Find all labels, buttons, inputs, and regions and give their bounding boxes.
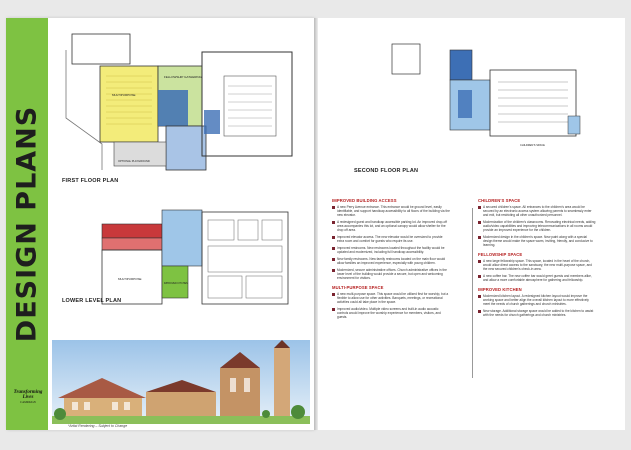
bullet-icon bbox=[332, 293, 335, 296]
bullet-icon bbox=[332, 247, 335, 250]
list-item: A new Perry Avenue entrance. This entrance would be ground level, easily identifiable, and support handicap accessibility to all floors of the building via the new elevator. bbox=[332, 205, 450, 217]
first-floor-plan-label: FIRST FLOOR PLAN bbox=[62, 178, 119, 184]
right-page bbox=[318, 18, 625, 430]
list-item: New family restrooms. New family restrooms located on the main floor would allow families an improved experience, especially with young children. bbox=[332, 257, 450, 265]
section-heading: MULTI-PURPOSE SPACE bbox=[332, 285, 384, 290]
lower-level-plan bbox=[98, 206, 294, 310]
list-item: A redesigned guest and handicap accessible parking lot. An improved drop-off area accompanies this lot, and an optional canopy would allow shelter for the drop off area. bbox=[332, 220, 450, 232]
room-label-multipurpose: MULTIPURPOSE bbox=[112, 93, 136, 97]
bullet-icon bbox=[332, 221, 335, 224]
building-rendering bbox=[52, 340, 310, 424]
rendering-note: *Artist Rendering – Subject to Change bbox=[68, 424, 128, 428]
first-floor-plan bbox=[54, 26, 306, 176]
section-kitchen bbox=[478, 287, 596, 317]
bullet-icon bbox=[478, 295, 481, 298]
list-item: New storage. Additional storage space would be added to the kitchen to assist with the needs for church gatherings and church ministries. bbox=[478, 309, 596, 317]
bullet-icon bbox=[478, 275, 481, 278]
list-item: Improved restrooms. New restrooms located throughout the facility would be updated and modernized, including full handicap accessibility. bbox=[332, 246, 450, 254]
brochure-title: DESIGN PLANS bbox=[11, 105, 43, 343]
list-item: A secured children's space. All entrances to the children's area would be secured by an electronic access system allowing parents to seamlessly enter and exit, but restricting all other unauthorized personnel. bbox=[478, 205, 596, 217]
section-childrens-space bbox=[478, 198, 596, 247]
bullet-icon bbox=[478, 260, 481, 263]
second-floor-plan bbox=[388, 30, 618, 150]
list-item: Improved audio/video. Multiple video screens and built-in audio acoustic controls would improve the worship experience for members, visitors, and guests. bbox=[332, 307, 450, 319]
bullet-icon bbox=[332, 206, 335, 209]
room-label-kitchen: IMPROVED KITCHEN bbox=[164, 282, 188, 285]
bullet-icon bbox=[478, 236, 481, 239]
lower-level-plan-label: LOWER LEVEL PLAN bbox=[62, 298, 122, 304]
bullet-icon bbox=[332, 269, 335, 272]
section-heading: CHILDREN'S SPACE bbox=[478, 198, 521, 203]
logo-line-3: CAMPAIGN bbox=[20, 400, 36, 404]
room-label-optional-playground: OPTIONAL PLAYGROUND bbox=[118, 160, 150, 163]
list-item: Modernized design in the children's space. New paint along with a special design theme would make the space warm, inviting, friendly, and conducive to learning. bbox=[478, 235, 596, 247]
list-item: Modernization of the children's classrooms. Renovating electrical needs, adding audio/video capabilities and improving telecommunications in all rooms would provide an improved experience for the children. bbox=[478, 220, 596, 232]
room-label-lower-multipurpose: MULTIPURPOSE bbox=[118, 277, 142, 281]
left-text-column bbox=[332, 198, 450, 324]
bullet-icon bbox=[332, 258, 335, 261]
bullet-icon bbox=[478, 206, 481, 209]
list-item: A new large fellowship space. This space, located in the heart of the church, would allow direct access to the sanctuary, the new multi-purpose space, and the new secured children's check-in area. bbox=[478, 259, 596, 271]
bullet-icon bbox=[332, 236, 335, 239]
list-item: Modernized, secure administrative offices. Church administrative offices in the lower level of the building would provide a secure, but open and welcoming environment for visitors. bbox=[332, 268, 450, 280]
section-heading: FELLOWSHIP SPACE bbox=[478, 252, 523, 257]
brochure-spread bbox=[6, 18, 625, 430]
list-item: A new multi-purpose space. This space would be utilized first for worship, but a flexible to allow use for other activities. Banquets, meetings, or recreational activities could all take place in the space. bbox=[332, 292, 450, 304]
section-heading: IMPROVED BUILDING ACCESS bbox=[332, 198, 397, 203]
room-label-fellowship: FELLOWSHIP GATHERING bbox=[164, 75, 202, 79]
section-heading: IMPROVED KITCHEN bbox=[478, 287, 522, 292]
column-divider bbox=[472, 208, 473, 378]
bullet-icon bbox=[332, 308, 335, 311]
list-item: A new coffee bar. The new coffee bar would greet guests and members alike, and allow a more comfortable atmosphere for gathering and fellowship. bbox=[478, 274, 596, 282]
second-floor-plan-label: SECOND FLOOR PLAN bbox=[354, 168, 419, 174]
room-label-childrens-space: CHILDREN'S SPACE bbox=[520, 144, 545, 147]
campaign-logo bbox=[10, 390, 46, 405]
logo-line-2: Lives bbox=[22, 395, 34, 400]
section-fellowship bbox=[478, 252, 596, 282]
left-page bbox=[6, 18, 314, 430]
list-item: Modernized kitchen layout. A redesigned kitchen layout would improve the working space and better align the overall kitchen layout to more effectively meet the needs of church gatherings and church ministries. bbox=[478, 294, 596, 306]
list-item: Improved elevator access. The new elevator would be oversized to provide extra room and comfort for guests who require its use. bbox=[332, 235, 450, 243]
logo-line-1: Transforming bbox=[13, 390, 43, 395]
bullet-icon bbox=[478, 221, 481, 224]
bullet-icon bbox=[478, 310, 481, 313]
right-text-column bbox=[478, 198, 596, 322]
section-building-access bbox=[332, 198, 450, 280]
section-multipurpose bbox=[332, 285, 450, 319]
title-bar bbox=[6, 18, 48, 430]
